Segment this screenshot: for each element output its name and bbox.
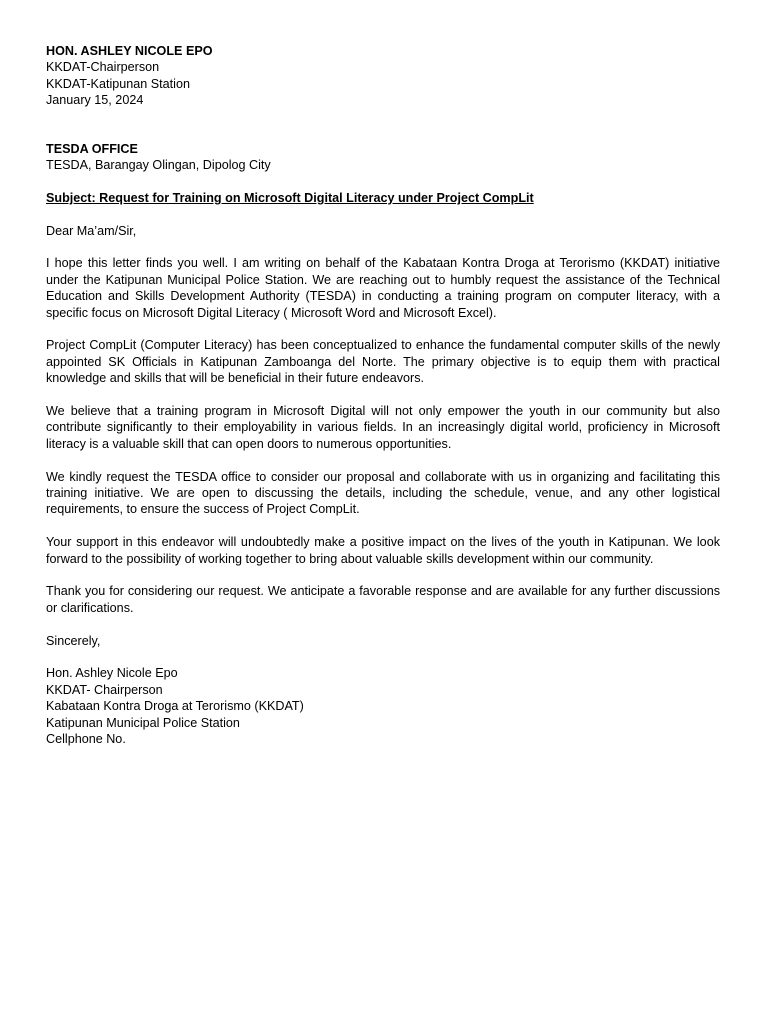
sender-block [46, 43, 720, 109]
body-paragraph-4: We kindly request the TESDA office to consider our proposal and collaborate with us in organizing and facilitating this training initiative. We are open to discussing the details, including the schedule, venue, and any other logistical requirements, to ensure the success of Project CompLit. [46, 469, 720, 517]
letter-date: January 15, 2024 [46, 93, 144, 108]
signature-station: Katipunan Municipal Police Station [46, 715, 240, 730]
sender-name: HON. ASHLEY NICOLE EPO [46, 44, 213, 58]
subject-line: Subject: Request for Training on Microsoft Digital Literacy under Project CompLit [46, 190, 534, 205]
signature-block [46, 665, 720, 747]
sender-position: KKDAT-Chairperson [46, 60, 160, 75]
body-paragraph-6: Thank you for considering our request. We anticipate a favorable response and are available for any further discussions or clarifications. [46, 584, 720, 615]
body-paragraph-3: We believe that a training program in Microsoft Digital will not only empower the youth in our community but also contribute significantly to their employability in various fields. In an increasingly digital world, proficiency in Microsoft literacy is a valuable skill that can open doors to numerous opportunities. [46, 404, 720, 451]
signature-position: KKDAT- Chairperson [46, 682, 163, 697]
signature-contact: Cellphone No. [46, 732, 126, 747]
body-paragraph-1: I hope this letter finds you well. I am writing on behalf of the Kabataan Kontra Droga at Terorismo (KKDAT) initiative under the Katipunan Municipal Police Station. We are reaching out to humbly request the assistance of the Technical Education and Skills Development Authority (TESDA) in conducting a training program on computer literacy, with a specific focus on Microsoft Digital Literacy ( Microsoft Word and Microsoft Excel). [46, 256, 720, 320]
recipient-address: TESDA, Barangay Olingan, Dipolog City [46, 158, 271, 173]
closing: Sincerely, [46, 633, 101, 648]
sender-station: KKDAT-Katipunan Station [46, 76, 190, 91]
letter [46, 43, 720, 748]
body-paragraph-2: Project CompLit (Computer Literacy) has been conceptualized to enhance the fundamental computer skills of the newly appointed SK Officials in Katipunan Zamboanga del Norte. The primary objective is to equip them with practical knowledge and skills that will be beneficial in their future endeavors. [46, 338, 720, 386]
signature-organization: Kabataan Kontra Droga at Terorismo (KKDAT) [46, 699, 304, 714]
signature-name: Hon. Ashley Nicole Epo [46, 666, 178, 681]
salutation: Dear Ma’am/Sir, [46, 223, 137, 238]
recipient-office: TESDA OFFICE [46, 141, 138, 156]
recipient-block [46, 141, 720, 174]
body-paragraph-5: Your support in this endeavor will undoubtedly make a positive impact on the lives of the youth in Katipunan. We look forward to the possibility of working together to bring about valuable skills development within our community. [46, 535, 720, 566]
